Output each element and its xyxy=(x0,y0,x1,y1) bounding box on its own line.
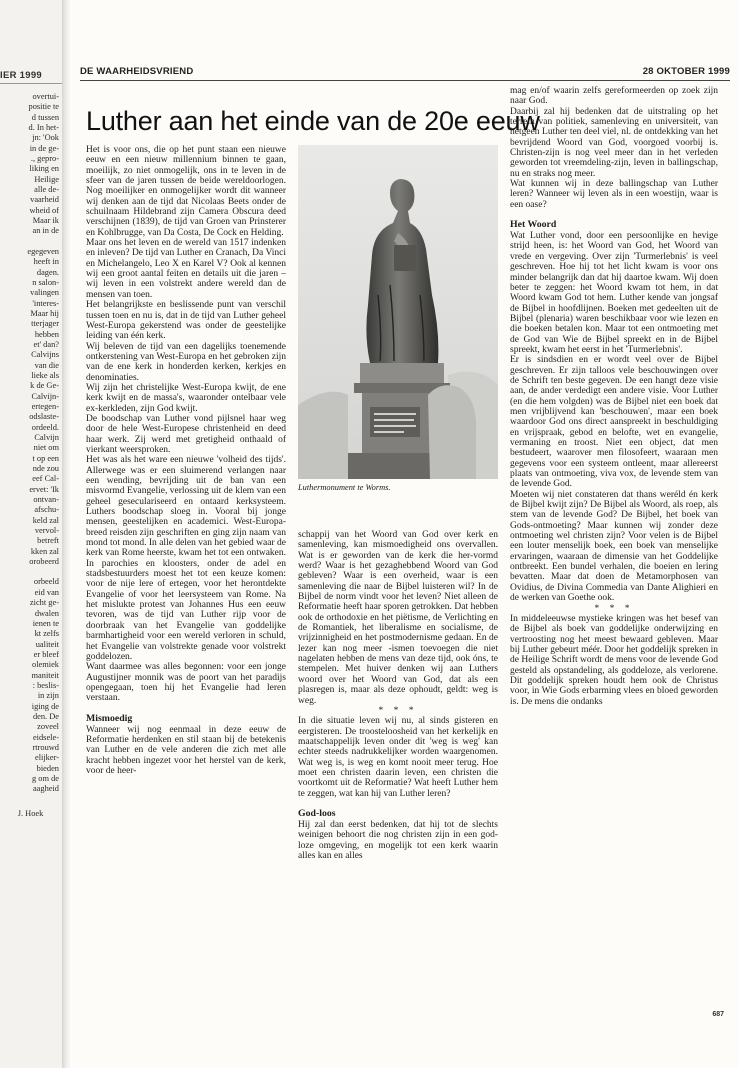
prev-text-line: dwalen xyxy=(34,608,59,618)
prev-text-line: jn: 'Ook xyxy=(32,133,59,143)
luther-monument-figure xyxy=(298,145,498,497)
column-1 xyxy=(86,145,286,1030)
prev-text-line: overtui- xyxy=(32,92,59,101)
paragraph: In middeleeuwse mystieke kringen was het besef van de Bijbel als boek van goddelijke onderwijzing en vertroosting nog het meest bewaard gebleven. Maar bij Luther gebeurt méér. Door het goddelijk spreken in de Heilige Schrift wordt de mens voor de levende God gesteld als opstandeling, als goddeloze, als verlorene. Dit goddelijk spreken houdt hem ook de Christus voor, in Wie Gods erbarming vlees en bloed geworden is. De mens die ondanks xyxy=(510,613,718,707)
prev-text-line: maniteit xyxy=(31,670,59,680)
paragraph: De boodschap van Luther vond pijlsnel haar weg door de hele West-Europese christenheid en deed haar werk. Zij werd met gretigheid onthaald of vierkant weersproken. xyxy=(86,413,286,455)
paragraph: Wat Luther vond, door een persoonlijke en hevige strijd heen, is: het Woord van God, het Woord van vrede en vergeving. Over zijn 'Turmerlebnis' is veel geschreven. Hoe hij tot het licht kwam is voor ons minder belangrijk dan dat hij daartoe kwam. Wij doen beter te zeggen: het Woord kwam tot hem, in dat Woord kwam God tot hem. Luther kende van jongsaf de Bijbel in hoofdlijnen. Boeken met gedeelten uit de Bijbel (plenaria) waren beschikbaar voor wie lezen en die boeken betalen kon. Maar tot een ontmoeting met de God van Wie de Bijbel spreekt en in de Bijbel spreekt, kwam het eerst in het 'Turmerlebnis'. xyxy=(510,231,718,355)
prev-text-line: valingen xyxy=(30,288,59,298)
paragraph: Wanneer wij nog eenmaal in deze eeuw de Reformatie herdenken en stil staan bij de betekenis van Luther en de vele anderen die zich met alle kracht hebben ingezet voor het herstel van de kerk, voor de heer- xyxy=(86,724,286,776)
prev-text-line: keld zal xyxy=(32,515,59,525)
prev-text-line: dagen. xyxy=(36,267,59,277)
prev-text-line: vervol- xyxy=(34,526,59,536)
prev-text-line: alle de- xyxy=(34,185,59,195)
prev-running-header: IER 1999 xyxy=(0,70,43,81)
prev-text-line: Calvijn xyxy=(34,433,59,442)
paragraph: mag en/of waarin zelfs gereformeerden op zoek zijn naar God. xyxy=(510,86,718,107)
prev-text-line: k de Ge- xyxy=(30,381,59,391)
prev-text-line: orbeeld xyxy=(33,577,59,587)
running-header xyxy=(80,66,730,77)
prev-text-line: 'interes- xyxy=(32,298,59,308)
prev-text-line: lieke als xyxy=(31,370,59,380)
prev-text-line: ertegen- xyxy=(31,401,59,411)
prev-block-3 xyxy=(2,577,59,794)
prev-text-line: hebben xyxy=(34,329,59,339)
prev-text-line: zoveel xyxy=(37,722,59,732)
prev-text-line: bieden xyxy=(36,763,59,773)
prev-text-line: eid van xyxy=(34,587,59,597)
column-2-paragraphs xyxy=(298,530,498,706)
prev-text-line: wheid of xyxy=(29,205,59,215)
prev-text-line: eef Cal- xyxy=(32,474,59,484)
prev-page-text xyxy=(2,92,59,819)
paragraph: Het belangrijkste en beslissende punt van verschil tussen toen en nu is, dat in de tijd van Luther geheel West-Europa gekerstend was onder de geestelijke leiding van één kerk. xyxy=(86,300,286,342)
previous-page xyxy=(0,0,62,1068)
prev-text-line: niet om xyxy=(33,443,59,453)
paragraph: Moeten wij niet constateren dat thans weréld én kerk de Bijbel kwijt zijn? De Bijbel als Woord, als roep, als stem van de levende God? De Bijbel, het boek van Gods-ontmoeting? Maar kunnen wij zonder deze ontmoeting wel christen zijn? Voor velen is de Bijbel een louter menselijk boek, een boek van menselijke ervaringen, waaraan de dimensie van het Goddelijke ontbreekt. Een bundel verhalen, die boeien en lering bevatten. Maar dat doen de Metamorphosen van Ovidius, de Divina Commedia van Dante Alighieri en de werken van Goethe ook. xyxy=(510,489,718,604)
prev-text-line: ualiteit xyxy=(35,639,59,649)
prev-text-line: afschu- xyxy=(34,505,59,515)
article-page xyxy=(72,0,738,1068)
paragraph: Wij beleven de tijd van een dagelijks toenemende ontkerstening van West-Europa en het gebroken zijn van de ene kerk in honderden kerken, kerkjes en denominaties. xyxy=(86,341,286,383)
prev-text-line: eidsele- xyxy=(32,732,59,742)
prev-text-line: egegeven xyxy=(27,246,59,256)
prev-text-line: ., gepro- xyxy=(30,154,59,164)
prev-text-line: Heilige xyxy=(34,174,59,184)
prev-text-line: elijker- xyxy=(34,753,59,763)
prev-text-line: an in de xyxy=(32,226,59,236)
prev-block-2 xyxy=(2,247,59,568)
prev-text-line: Maar ik xyxy=(32,216,59,226)
prev-text-line: ienen te xyxy=(32,618,59,628)
paragraph: Er is sindsdien en er wordt veel over de Bijbel geschreven. Er zijn talloos vele beschouwingen over de Schrift ten beste gegeven. De een hangt deze visie aan, de ander verdedigt een andere visie. Voor Luther (en die hem volgden) was de Bijbel niet een boek dat men vrijblijvend kan 'beschouwen', maar een boek waardoor God ons direct aanspreekt in beschuldiging en vrijspraak, gebod en belofte, wet en evangelie, vermaning en troost. Niet een object, dat men bestudeert, waarover men filosofeert, waaraan men gegevens voor een systeem ontleent, maar allereerst plaats van ontmoeting, viva vox, de levende stem van de levende God. xyxy=(510,355,718,490)
prev-text-line: g om de xyxy=(32,774,59,783)
prev-text-line: tterjager xyxy=(31,319,59,329)
prev-text-line: heeft in xyxy=(33,257,59,267)
prev-text-line: kken zal xyxy=(30,546,59,556)
book-gutter xyxy=(62,0,72,1068)
column-1-paragraphs xyxy=(86,145,286,704)
paragraph: Daarbij zal hij bedenken dat de uitstraling op het terrein van politiek, samenleving en universiteit, van hetgeen Luther ten deel viel, nl. de ontdekking van het bevrijdend Woord van God, voorgoed voorbij is. Christen-zijn is nog veel meer dan in het verleden geworden tot vreemdeling-zijn, leven in ballingschap, nu en straks nog meer. xyxy=(510,106,718,179)
column-2 xyxy=(298,530,498,1020)
prev-text-line: den. De xyxy=(32,711,59,721)
luther-statue-photo xyxy=(298,145,498,479)
prev-text-line: ordeeld. xyxy=(31,422,59,432)
prev-text-line: : beslis- xyxy=(32,680,59,690)
paragraph: Het is voor ons, die op het punt staan een nieuwe eeuw en een nieuw millennium binnen te gaan, moeilijk, zo niet onmogelijk, ons in te leven in de sfeer van de jaren tussen de beide wereldoorlogen. Nog moeilijker en onmogelijker wordt dit wanneer wij denken aan de tijd dat Nicolaas Beets onder de schuilnaam Hildebrand zijn Camera Obscura deed verschijnen (1839), de tijd van Groen van Prinsterer en Kohlbrugge, van Da Costa, De Cock en Helding. xyxy=(86,145,286,238)
article-title: Luther aan het einde van de 20e eeuw xyxy=(86,106,540,136)
prev-text-line: van die xyxy=(34,360,59,370)
prev-text-line: rtrouwd xyxy=(32,742,59,752)
prev-text-line: positie te xyxy=(28,102,59,112)
prev-text-line: in de ge- xyxy=(29,143,59,153)
prev-text-line: d. In het- xyxy=(28,123,59,133)
paragraph: Wat kunnen wij in deze ballingschap van Luther leren? Wanneer wij leven als in een woestijn, waar is een oase? xyxy=(510,179,718,210)
prev-text-line: nde zou xyxy=(32,464,59,474)
column-3-paragraphs xyxy=(510,231,718,603)
prev-text-line: ervet: 'Ik xyxy=(29,484,59,494)
prev-text-line: Calvijn- xyxy=(31,391,59,401)
prev-text-line: odslaste- xyxy=(29,412,59,422)
paragraph: Wij zijn het christelijke West-Europa kwijt, de ene kerk kwijt en de massa's, waaronder ontelbaar vele ex-kerkleden, zijn God kwijt. xyxy=(86,382,286,414)
prev-text-line: aagheid xyxy=(32,784,59,794)
header-rule xyxy=(80,80,730,81)
prev-text-line: d tussen xyxy=(31,112,59,122)
prev-text-line: liking en xyxy=(29,164,59,174)
figure-caption: Luthermonument te Worms. xyxy=(298,483,391,492)
prev-signature: J. Hoek xyxy=(17,808,44,818)
column-3 xyxy=(510,86,718,1006)
paragraph: schappij van het Woord van God over kerk en samenleving, kan mismoedigheid ons overvallen. Wat is er geworden van de kerk die her-vormd werd? Waar is het gezaghebbend Woord van God gebleven? Waar is een overheid, waar is een samenleving die naar de Bijbel luisteren wil? In de Bijbel de norm vindt voor het leven? Niet alleen de Reformatie heeft haar sporen getrokken. Dat hebben ook de orthodoxie en het piëtisme, de Verlichting en de Romantiek, het liberalisme en socialisme, de vrijzinnigheid en het postmodernisme gedaan. En de lezer kan nog meer -ismen toevoegen die niet nagelaten hebben de mens van deze tijd, ook óns, te stempelen. Met huiver denken wij aan Luthers woord over het Woord van God, dat als een plasregen is, maar als deze ophoudt, geldt: weg is weg. xyxy=(298,530,498,706)
prev-text-line: in zijn xyxy=(37,691,59,701)
prev-text-line: iging de xyxy=(31,701,59,711)
prev-text-line: zicht ge- xyxy=(29,598,59,608)
heading-het-woord: Het Woord xyxy=(510,219,557,231)
prev-text-line: vaarheid xyxy=(30,195,59,205)
prev-text-line: t op een xyxy=(32,453,59,463)
paragraph: Want daarmee was alles begonnen: voor een jonge Augustijner monnik was de poort van het paradijs opengegaan, toen hij het Evangelie had leren verstaan. xyxy=(86,662,286,704)
paragraph: Hij zal dan eerst bedenken, dat hij tot de slechts weinigen behoort die nog christen zijn in een god-loze omgeving, en mogelijk tot een kerk waarin alles kan en alles xyxy=(298,819,498,861)
paragraph: Het was als het ware een nieuwe 'volheid des tijds'. Allerwege was er een sluimerend verlangen naar een wending, bevrijding uit de ban van een misvormd Evangelie, verlossing uit de klem van een geheel geseculariseerd en ontaard kerksysteem. Luthers boodschap sloeg in. Vooral bij jonge mensen, geestelijken en academici. West-Europa-breed reisden zijn geschriften en ging zijn naam van mond tot mond. In alle delen van het gebied waar de kerk van Rome heerste, kwam het tot een ontwaken. In parochies en kloosters, onder de adel en stadsbestuurders moest het tot een keuze komen: voor de nije lere of ertegen, voor het herontdekte Evangelie of voor het leersysteem van Rome. Na het mislukte protest van Johannes Hus een eeuw tevoren, was de tijd van Luther rijp voor de doorbraak van het Evangelie van goddelijke barmhartigheid voor een wereld verloren in schuld, het Evangelie van volstrekte genade voor volstrekt goddelozen. xyxy=(86,455,286,662)
prev-block-1 xyxy=(2,92,59,237)
issue-date: 28 OKTOBER 1999 xyxy=(642,66,730,77)
prev-text-line: n salon- xyxy=(32,277,59,287)
prev-text-line: et' dan? xyxy=(33,339,59,349)
prev-text-line: olemiek xyxy=(32,660,59,670)
paragraph: Maar ons het leven en de wereld van 1517 indenken en inleven? De tijd van Luther en Cranach, Da Vinci en Michelangelo, Leo X en Karel V? Ook al kennen wij een groot aantal feiten en details uit die jaren – wij leven in een volstrekt andere wereld dan de mensen van toen. xyxy=(86,238,286,300)
prev-text-line: er bleef xyxy=(33,649,59,659)
prev-text-line: Maar hij xyxy=(30,308,59,318)
prev-text-line: ontvan- xyxy=(33,495,59,505)
heading-mismoedig: Mismoedig xyxy=(86,712,133,724)
heading-god-loos: God-loos xyxy=(298,807,336,819)
section-separator: * * * xyxy=(594,603,634,614)
section-separator: * * * xyxy=(378,705,418,716)
prev-text-line: betreft xyxy=(37,536,59,546)
prev-text-line: Calvijns xyxy=(31,350,59,360)
prev-text-line: orobeerd xyxy=(29,557,59,567)
magazine-name: DE WAARHEIDSVRIEND xyxy=(80,66,194,77)
column-3-intro xyxy=(510,86,718,210)
prev-header-rule xyxy=(0,83,62,84)
prev-text-line: kt zelfs xyxy=(34,629,59,639)
paragraph: In die situatie leven wij nu, al sinds gisteren en eergisteren. De troosteloosheid van het kerkelijk en maatschappelijk leven onder dit 'weg is weg' kan echter steeds nadrukkelijker worden waargenomen. Wat weg is, is weg en komt nooit meer terug. Hoe moet een christen daarin leven, een christen die voortkomt uit de Reformatie? Wat heeft Luther hem te zeggen, wat kan hij van Luther leren? xyxy=(298,716,498,799)
page-number: 687 xyxy=(712,1011,724,1018)
